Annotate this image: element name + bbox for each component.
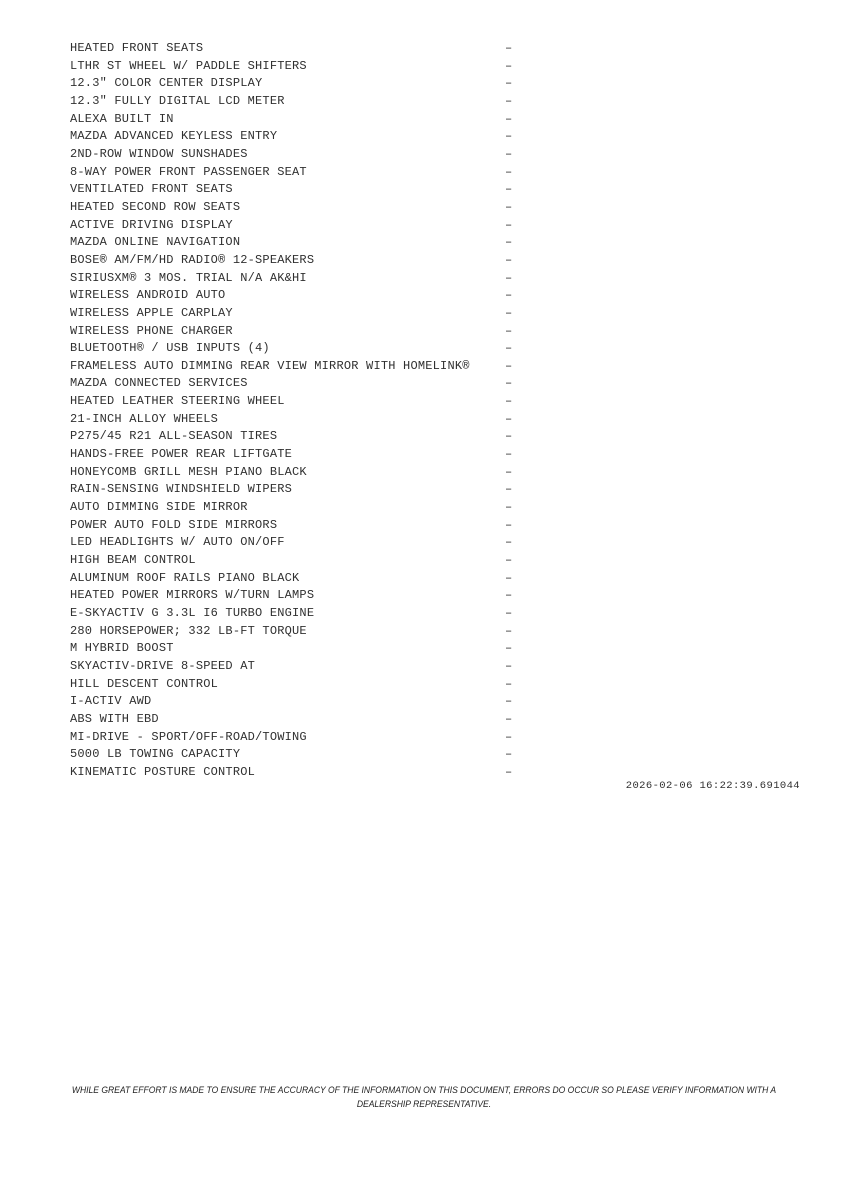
feature-value-dash: – [505,305,513,320]
feature-label: BLUETOOTH® / USB INPUTS (4) [70,341,270,356]
feature-label: HEATED LEATHER STEERING WHEEL [70,394,285,409]
feature-value-dash: – [505,482,513,497]
feature-row [0,570,848,588]
feature-value-dash: – [505,411,513,426]
feature-row [0,393,848,411]
feature-label: 280 HORSEPOWER; 332 LB-FT TORQUE [70,623,307,638]
feature-value-dash: – [505,146,513,161]
feature-label: RAIN-SENSING WINDSHIELD WIPERS [70,482,293,497]
feature-value-dash: – [505,464,513,479]
feature-label: FRAMELESS AUTO DIMMING REAR VIEW MIRROR WITH HOMELINK® [70,358,470,373]
feature-label: KINEMATIC POSTURE CONTROL [70,764,256,779]
feature-label: LED HEADLIGHTS W/ AUTO ON/OFF [70,535,285,550]
feature-value-dash: – [505,606,513,620]
feature-label: HEATED POWER MIRRORS W/TURN LAMPS [70,588,315,603]
feature-row [0,446,848,464]
feature-label: 21-INCH ALLOY WHEELS [70,411,219,426]
feature-label: HEATED FRONT SEATS [70,41,204,55]
feature-row [0,676,848,694]
feature-label: HEATED SECOND ROW SEATS [70,199,241,214]
feature-row [0,534,848,552]
disclaimer-line-1: WHILE GREAT EFFORT IS MADE TO ENSURE THE ACCURACY OF THE INFORMATION ON THIS DOCUMENT, ERRORS DO OCCUR SO PLEASE VERIFY INFORMATION WITH A [71,1085,777,1096]
feature-value-dash: – [505,358,513,373]
feature-row [0,587,848,605]
feature-label: WIRELESS APPLE CARPLAY [70,305,233,320]
feature-row [0,658,848,676]
feature-row [0,358,848,376]
feature-label: WIRELESS ANDROID AUTO [70,288,226,303]
feature-value-dash: – [505,182,513,197]
feature-value-dash: – [505,764,513,779]
feature-value-dash: – [505,588,513,603]
feature-row [0,375,848,393]
feature-label: MAZDA ADVANCED KEYLESS ENTRY [70,129,278,144]
feature-value-dash: – [505,288,513,303]
feature-label: WIRELESS PHONE CHARGER [70,323,233,338]
feature-row [0,128,848,146]
feature-label: I-ACTIV AWD [70,694,152,709]
feature-value-dash: – [505,747,513,762]
feature-row [0,75,848,93]
feature-value-dash: – [505,394,513,409]
feature-row [0,234,848,252]
feature-label: SIRIUSXM® 3 MOS. TRIAL N/A AK&HI [70,270,307,285]
feature-label: ALUMINUM ROOF RAILS PIANO BLACK [70,570,300,585]
feature-value-dash: – [505,76,513,91]
disclaimer-line-2: DEALERSHIP REPRESENTATIVE. [356,1098,492,1110]
feature-value-dash: – [505,341,513,356]
feature-row [0,764,848,782]
feature-label: E-SKYACTIV G 3.3L I6 TURBO ENGINE [70,606,315,620]
feature-value-dash: – [505,235,513,250]
feature-value-dash: – [505,553,513,568]
feature-value-dash: – [505,164,513,179]
feature-label: ABS WITH EBD [70,711,159,726]
feature-row [0,270,848,288]
feature-row [0,411,848,429]
feature-label: 5000 LB TOWING CAPACITY [70,747,241,762]
feature-value-dash: – [505,570,513,585]
feature-row [0,252,848,270]
feature-label: M HYBRID BOOST [70,641,174,656]
feature-list [0,40,848,782]
feature-label: ACTIVE DRIVING DISPLAY [70,217,233,232]
timestamp: 2026-02-06 16:22:39.691044 [625,780,800,792]
feature-row [0,199,848,217]
feature-row [0,111,848,129]
feature-value-dash: – [505,729,513,744]
feature-value-dash: – [505,41,513,55]
feature-row [0,693,848,711]
feature-row [0,40,848,58]
feature-label: POWER AUTO FOLD SIDE MIRRORS [70,517,278,532]
feature-label: 12.3" COLOR CENTER DISPLAY [70,76,263,91]
feature-row [0,729,848,747]
feature-row [0,517,848,535]
feature-label: 8-WAY POWER FRONT PASSENGER SEAT [70,164,307,179]
feature-value-dash: – [505,376,513,391]
feature-value-dash: – [505,217,513,232]
feature-label: VENTILATED FRONT SEATS [70,182,233,197]
feature-row [0,640,848,658]
feature-value-dash: – [505,500,513,515]
feature-row [0,323,848,341]
feature-value-dash: – [505,447,513,462]
feature-value-dash: – [505,199,513,214]
feature-value-dash: – [505,676,513,691]
feature-value-dash: – [505,129,513,144]
feature-value-dash: – [505,517,513,532]
feature-value-dash: – [505,93,513,108]
feature-row [0,340,848,358]
feature-value-dash: – [505,641,513,656]
feature-row [0,305,848,323]
feature-label: BOSE® AM/FM/HD RADIO® 12-SPEAKERS [70,252,315,267]
feature-value-dash: – [505,270,513,285]
feature-label: 2ND-ROW WINDOW SUNSHADES [70,146,248,161]
feature-row [0,146,848,164]
disclaimer [42,1084,805,1111]
feature-label: ALEXA BUILT IN [70,111,174,126]
feature-label: P275/45 R21 ALL-SEASON TIRES [70,429,278,444]
feature-value-dash: – [505,58,513,73]
feature-row [0,552,848,570]
feature-label: MI-DRIVE - SPORT/OFF-ROAD/TOWING [70,729,307,744]
feature-value-dash: – [505,623,513,638]
feature-row [0,93,848,111]
feature-value-dash: – [505,694,513,709]
feature-label: 12.3" FULLY DIGITAL LCD METER [70,93,285,108]
feature-row [0,464,848,482]
feature-label: AUTO DIMMING SIDE MIRROR [70,500,248,515]
feature-label: LTHR ST WHEEL W/ PADDLE SHIFTERS [70,58,307,73]
feature-label: HANDS-FREE POWER REAR LIFTGATE [70,447,293,462]
feature-value-dash: – [505,252,513,267]
feature-row [0,181,848,199]
feature-label: SKYACTIV-DRIVE 8-SPEED AT [70,658,256,673]
feature-row [0,287,848,305]
feature-row [0,217,848,235]
feature-row [0,58,848,76]
feature-row [0,711,848,729]
feature-value-dash: – [505,535,513,550]
feature-value-dash: – [505,111,513,126]
feature-row [0,623,848,641]
feature-value-dash: – [505,658,513,673]
feature-label: HILL DESCENT CONTROL [70,676,219,691]
feature-row [0,605,848,623]
feature-value-dash: – [505,711,513,726]
feature-row [0,164,848,182]
feature-label: MAZDA CONNECTED SERVICES [70,376,248,391]
feature-label: HONEYCOMB GRILL MESH PIANO BLACK [70,464,307,479]
feature-row [0,746,848,764]
feature-value-dash: – [505,429,513,444]
feature-label: HIGH BEAM CONTROL [70,553,196,568]
feature-label: MAZDA ONLINE NAVIGATION [70,235,241,250]
feature-row [0,481,848,499]
feature-row [0,499,848,517]
feature-value-dash: – [505,323,513,338]
feature-row [0,428,848,446]
